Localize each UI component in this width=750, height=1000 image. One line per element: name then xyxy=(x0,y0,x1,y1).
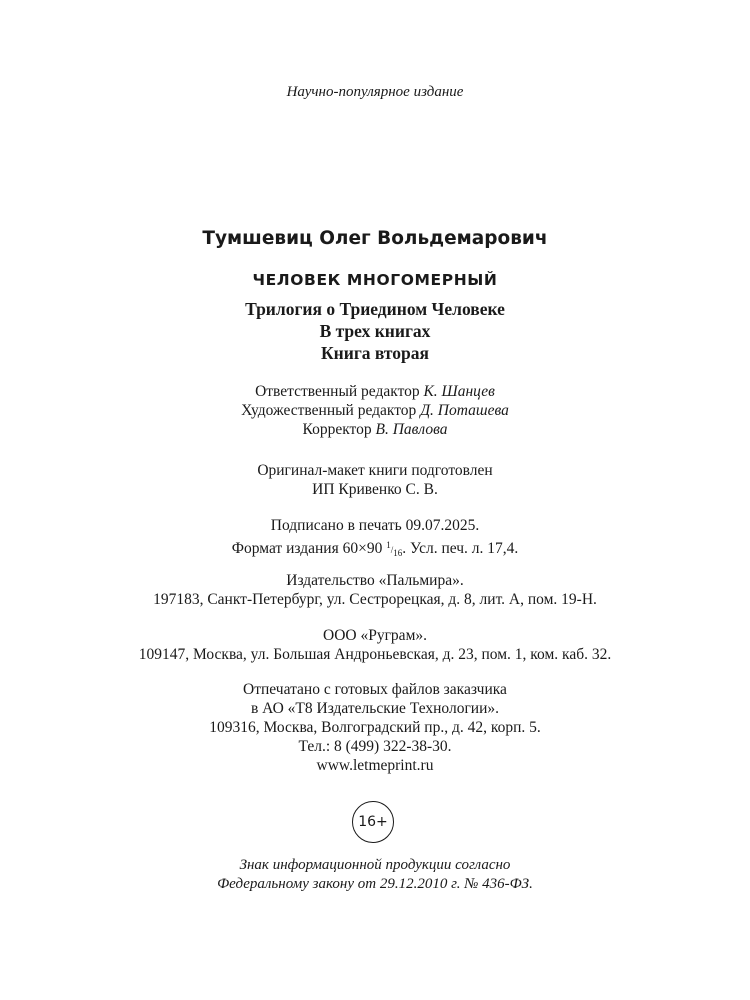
legal-notice-line2: Федеральному закону от 29.12.2010 г. № 436-ФЗ. xyxy=(217,876,533,892)
credit-art-editor xyxy=(0,402,750,420)
printer-phone: Тел.: 8 (499) 322-38-30. xyxy=(298,738,452,755)
printer-address: 109316, Москва, Волгоградский пр., д. 42, корп. 5. xyxy=(209,719,541,736)
subtitle-trilogy: Трилогия о Триедином Человеке xyxy=(245,299,505,319)
print-format xyxy=(0,536,750,562)
credit-person: В. Павлова xyxy=(375,421,448,438)
credit-proofreader xyxy=(0,421,750,439)
author-name: Тумшевиц Олег Вольдемарович xyxy=(202,228,548,249)
age-rating-badge xyxy=(352,801,394,843)
printer-line1: Отпечатано с готовых файлов заказчика xyxy=(243,681,507,698)
credit-role: Ответственный редактор xyxy=(255,383,424,400)
print-signed-date: Подписано в печать 09.07.2025. xyxy=(270,517,480,534)
credit-person: К. Шанцев xyxy=(423,383,495,400)
credit-role: Художественный редактор xyxy=(241,402,421,419)
format-fraction: $^1/_{16}$ xyxy=(386,540,403,558)
layout-note-line1: Оригинал-макет книги подготовлен xyxy=(257,462,493,479)
subtitle-three-books: В трех книгах xyxy=(319,321,431,341)
printer-website: www.letmeprint.ru xyxy=(316,757,434,774)
format-denominator: 16 xyxy=(393,548,403,558)
layout-note-line2: ИП Кривенко С. В. xyxy=(312,481,438,498)
genre-label: Научно-популярное издание xyxy=(286,84,464,100)
credit-role: Корректор xyxy=(302,421,376,438)
format-prefix: Формат издания 60×90 xyxy=(231,540,387,557)
publisher-address: 197183, Санкт-Петербург, ул. Сестрорецкая, д. 8, лит. А, пом. 19-Н. xyxy=(153,591,597,608)
format-suffix: . Усл. печ. л. 17,4. xyxy=(402,540,519,557)
format-numerator: 1 xyxy=(386,540,391,550)
book-title: ЧЕЛОВЕК МНОГОМЕРНЫЙ xyxy=(252,271,498,289)
subtitle-book-number: Книга вторая xyxy=(320,343,429,363)
distributor-address: 109147, Москва, ул. Большая Андроньевская, д. 23, пом. 1, ком. каб. 32. xyxy=(138,646,612,663)
credit-person: Д. Поташева xyxy=(420,402,509,419)
legal-notice-line1: Знак информационной продукции согласно xyxy=(239,857,511,873)
printer-line2: в АО «Т8 Издательские Технологии». xyxy=(250,700,500,717)
distributor-name: ООО «Руграм». xyxy=(323,627,427,644)
age-rating-text: 16+ xyxy=(358,814,388,830)
publisher-name: Издательство «Пальмира». xyxy=(286,572,464,589)
credit-chief-editor xyxy=(0,383,750,401)
